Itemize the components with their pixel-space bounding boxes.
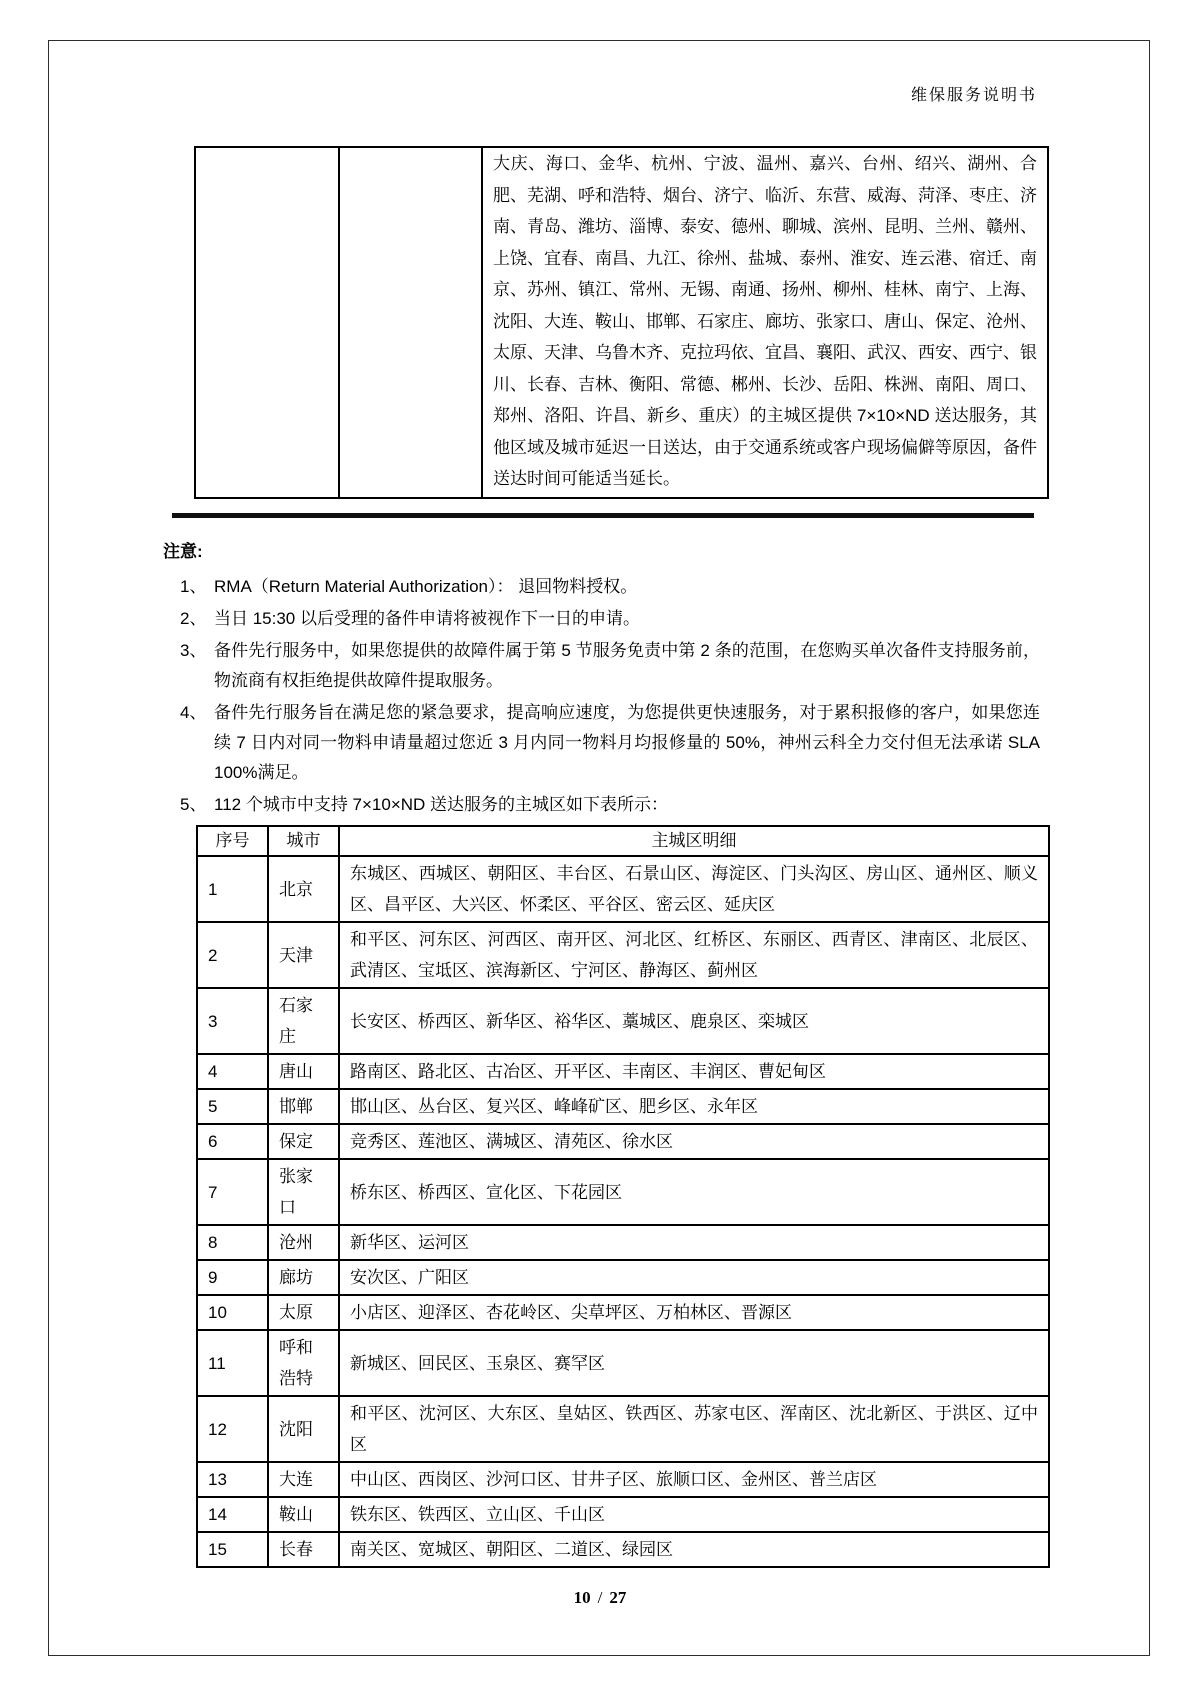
- cell-city: 长春: [268, 1532, 339, 1567]
- section-divider: [172, 513, 1034, 518]
- cell-districts: 安次区、广阳区: [339, 1260, 1049, 1295]
- cell-no: 3: [197, 988, 268, 1054]
- cell-districts: 桥东区、桥西区、宣化区、下花园区: [339, 1159, 1049, 1225]
- note-item-3: [163, 636, 1040, 696]
- table-row: [197, 1532, 1049, 1567]
- cell-no: 1: [197, 856, 268, 922]
- table-row: [195, 147, 1048, 498]
- table-row: [197, 988, 1049, 1054]
- note-text: 备件先行服务中，如果您提供的故障件属于第 5 节服务免责中第 2 条的范围，在您购买单次备件支持服务前，物流商有权拒绝提供故障件提取服务。: [214, 641, 1040, 690]
- cell-no: 4: [197, 1054, 268, 1089]
- note-number: 5、: [180, 795, 207, 814]
- cell-city: 天津: [268, 922, 339, 988]
- cell-districts: 铁东区、铁西区、立山区、千山区: [339, 1497, 1049, 1532]
- note-text: 112 个城市中支持 7×10×ND 送达服务的主城区如下表所示：: [214, 795, 669, 814]
- cell-districts: 新华区、运河区: [339, 1225, 1049, 1260]
- column-header-districts: 主城区明细: [339, 826, 1049, 856]
- delivery-cities-text: 大庆、海口、金华、杭州、宁波、温州、嘉兴、台州、绍兴、湖州、合肥、芜湖、呼和浩特、烟台、济宁、临沂、东营、威海、菏泽、枣庄、济南、青岛、潍坊、淄博、泰安、德州、聊城、滨州、昆明、兰州、赣州、上饶、宜春、南昌、九江、徐州、盐城、泰州、淮安、连云港、宿迁、南京、苏州、镇江、常州、无锡、南通、扬州、柳州、桂林、南宁、上海、沈阳、大连、鞍山、邯郸、石家庄、廊坊、张家口、唐山、保定、沧州、太原、天津、乌鲁木齐、克拉玛依、宜昌、襄阳、武汉、西安、西宁、银川、长春、吉林、衡阳、常德、郴州、长沙、岳阳、株洲、南阳、周口、郑州、洛阳、许昌、新乡、重庆）的主城区提供 7×10×ND 送达服务，其他区域及城市延迟一日送达，由于交通系统或客户现场偏僻等原因，备件送达时间可能适当延长。: [482, 147, 1048, 498]
- table-row: [197, 1330, 1049, 1396]
- cell-districts: 竞秀区、莲池区、满城区、清苑区、徐水区: [339, 1124, 1049, 1159]
- table-row: [197, 922, 1049, 988]
- cell-city: 保定: [268, 1124, 339, 1159]
- cell-no: 13: [197, 1462, 268, 1497]
- note-number: 3、: [180, 641, 207, 660]
- city-districts-table: [196, 825, 1050, 1568]
- note-item-5: [163, 790, 1040, 820]
- cell-districts: 小店区、迎泽区、杏花岭区、尖草坪区、万柏林区、晋源区: [339, 1295, 1049, 1330]
- note-item-4: [163, 698, 1040, 788]
- cell-city: 邯郸: [268, 1089, 339, 1124]
- table-row: [197, 1497, 1049, 1532]
- cell-city: 沈阳: [268, 1396, 339, 1462]
- cell-city: 呼和浩特: [268, 1330, 339, 1396]
- page-number-total: 27: [609, 1588, 627, 1607]
- cell-districts: 中山区、西岗区、沙河口区、甘井子区、旅顺口区、金州区、普兰店区: [339, 1462, 1049, 1497]
- cell-no: 6: [197, 1124, 268, 1159]
- note-text: 备件先行服务旨在满足您的紧急要求，提高响应速度，为您提供更快速服务，对于累积报修的客户，如果您连续 7 日内对同一物料申请量超过您近 3 月内同一物料月均报修量的 50%，神州云科全力交付但无法承诺 SLA 100%满足。: [214, 703, 1040, 782]
- empty-cell-scope: [339, 147, 482, 498]
- cell-no: 14: [197, 1497, 268, 1532]
- note-text: 当日 15:30 以后受理的备件申请将被视作下一日的申请。: [214, 609, 640, 628]
- cell-city: 太原: [268, 1295, 339, 1330]
- cell-districts: 和平区、沈河区、大东区、皇姑区、铁西区、苏家屯区、浑南区、沈北新区、于洪区、辽中区: [339, 1396, 1049, 1462]
- table-row: [197, 1260, 1049, 1295]
- note-item-2: [163, 604, 1040, 634]
- table-header-row: [197, 826, 1049, 856]
- notes-heading: 注意:: [163, 542, 203, 561]
- cell-city: 石家庄: [268, 988, 339, 1054]
- notes-section: [163, 537, 1040, 820]
- cell-no: 2: [197, 922, 268, 988]
- spare-parts-delivery-table: [194, 146, 1049, 499]
- page-footer: [0, 1588, 1200, 1608]
- cell-no: 10: [197, 1295, 268, 1330]
- cell-districts: 新城区、回民区、玉泉区、赛罕区: [339, 1330, 1049, 1396]
- cell-districts: 和平区、河东区、河西区、南开区、河北区、红桥区、东丽区、西青区、津南区、北辰区、武清区、宝坻区、滨海新区、宁河区、静海区、蓟州区: [339, 922, 1049, 988]
- table-row: [197, 856, 1049, 922]
- cell-city: 张家口: [268, 1159, 339, 1225]
- table-row: [197, 1124, 1049, 1159]
- cell-city: 廊坊: [268, 1260, 339, 1295]
- cell-districts: 路南区、路北区、古冶区、开平区、丰南区、丰润区、曹妃甸区: [339, 1054, 1049, 1089]
- cell-no: 8: [197, 1225, 268, 1260]
- cell-no: 12: [197, 1396, 268, 1462]
- column-header-no: 序号: [197, 826, 268, 856]
- cell-city: 大连: [268, 1462, 339, 1497]
- table-row: [197, 1462, 1049, 1497]
- document-header-title: 维保服务说明书: [910, 87, 1037, 104]
- table-row: [197, 1089, 1049, 1124]
- cell-no: 5: [197, 1089, 268, 1124]
- column-header-city: 城市: [268, 826, 339, 856]
- table-row: [197, 1295, 1049, 1330]
- table-row: [197, 1225, 1049, 1260]
- cell-districts: 东城区、西城区、朝阳区、丰台区、石景山区、海淀区、门头沟区、房山区、通州区、顺义区、昌平区、大兴区、怀柔区、平谷区、密云区、延庆区: [339, 856, 1049, 922]
- note-number: 2、: [180, 609, 207, 628]
- table-row: [197, 1054, 1049, 1089]
- empty-cell-service-level: [195, 147, 339, 498]
- cell-no: 9: [197, 1260, 268, 1295]
- cell-city: 鞍山: [268, 1497, 339, 1532]
- cell-city: 沧州: [268, 1225, 339, 1260]
- cell-no: 15: [197, 1532, 268, 1567]
- cell-city: 北京: [268, 856, 339, 922]
- page-number-current: 10: [573, 1588, 591, 1607]
- page-number-separator: /: [597, 1588, 603, 1607]
- note-number: 1、: [180, 577, 207, 596]
- cell-districts: 南关区、宽城区、朝阳区、二道区、绿园区: [339, 1532, 1049, 1567]
- note-item-1: [163, 572, 1040, 602]
- cell-districts: 邯山区、丛台区、复兴区、峰峰矿区、肥乡区、永年区: [339, 1089, 1049, 1124]
- cell-districts: 长安区、桥西区、新华区、裕华区、藁城区、鹿泉区、栾城区: [339, 988, 1049, 1054]
- table-row: [197, 1396, 1049, 1462]
- cell-city: 唐山: [268, 1054, 339, 1089]
- cell-no: 11: [197, 1330, 268, 1396]
- table-row: [197, 1159, 1049, 1225]
- note-text: RMA（Return Material Authorization）： 退回物料授权。: [214, 577, 638, 596]
- note-number: 4、: [180, 703, 207, 722]
- cell-no: 7: [197, 1159, 268, 1225]
